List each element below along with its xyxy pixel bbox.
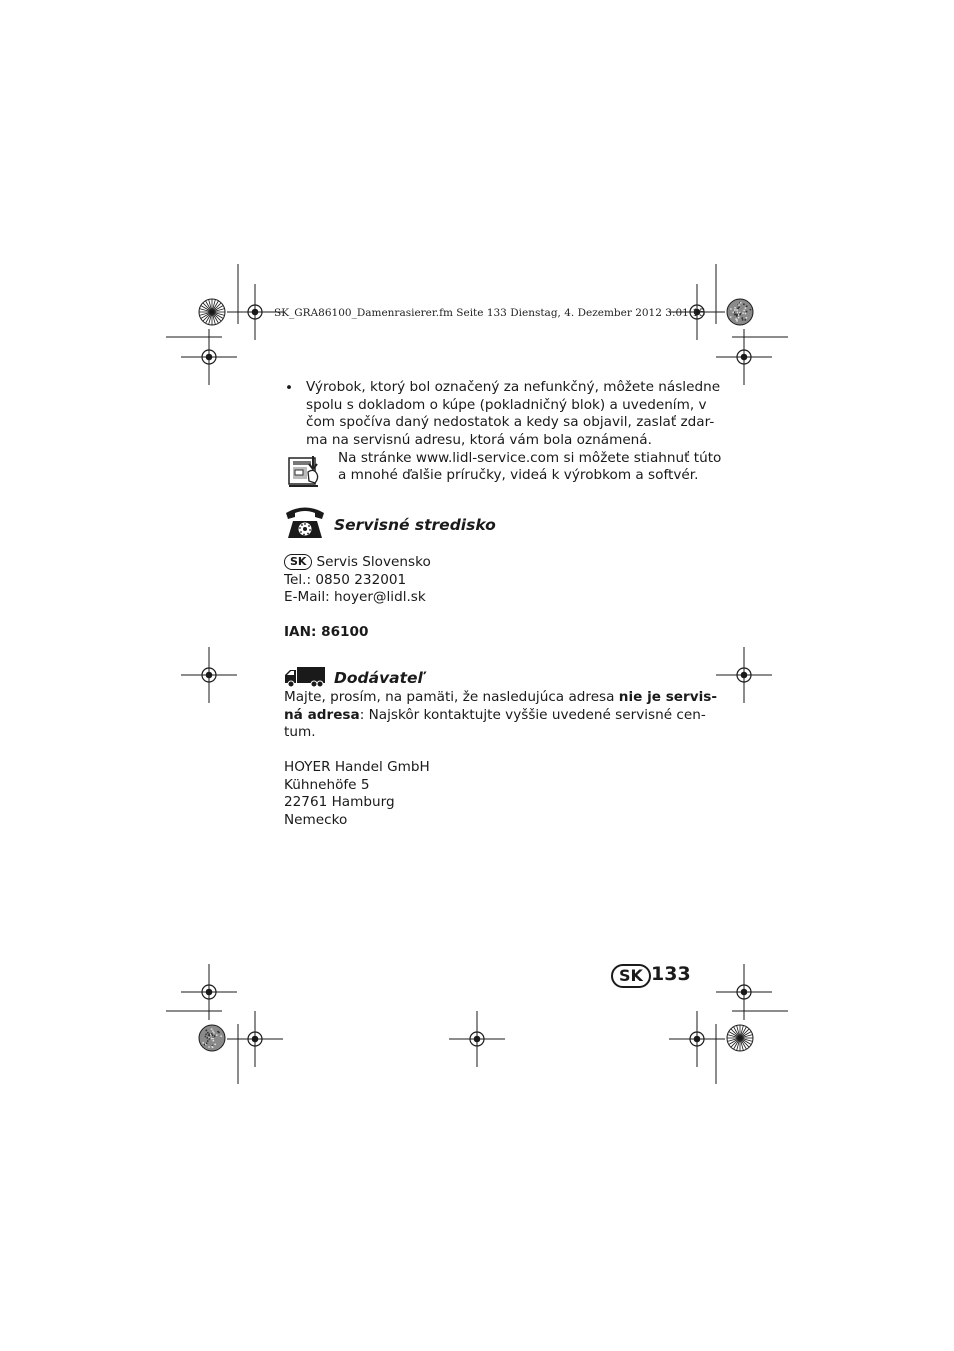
sunburst-color-wheel (727, 1025, 753, 1051)
registration-mark-center (741, 989, 748, 996)
ian-number: IAN: 86100 (284, 624, 369, 640)
supplier-heading: Dodávateľ (334, 669, 423, 687)
bullet-line-2: spolu s dokladom o kúpe (pokladničný blok) a uvedením, v (306, 397, 707, 413)
service-email: E-Mail: hoyer@lidl.sk (284, 589, 426, 605)
supplier-note-emphasis: nie je servis- (618, 689, 717, 705)
bullet-line-3: čom spočíva daný nedostatok a kedy sa objavil, zaslať zdar- (306, 414, 715, 430)
address-line-4: Nemecko (284, 812, 348, 828)
supplier-note-line-2 (284, 707, 706, 725)
registration-mark-center (741, 672, 748, 679)
registration-mark-center (741, 354, 748, 361)
delivery-truck-icon (284, 666, 326, 688)
telephone-icon (284, 504, 326, 540)
bullet-symbol: • (285, 380, 294, 396)
dotted-color-wheel (199, 1025, 225, 1051)
registration-mark-center (206, 354, 213, 361)
sunburst-color-wheel (199, 299, 225, 325)
address-line-3: 22761 Hamburg (284, 794, 395, 810)
download-note-line-2: a mnohé ďalšie príručky, videá k výrobkom a softvér. (338, 467, 699, 483)
registration-mark-center (206, 989, 213, 996)
service-name-line (284, 554, 431, 572)
supplier-note-text: Majte, prosím, na pamäti, že nasledujúca adresa (284, 689, 619, 705)
country-badge-sk: SK (284, 554, 312, 570)
service-tel: Tel.: 0850 232001 (284, 572, 407, 588)
service-heading: Servisné stredisko (334, 516, 496, 534)
supplier-note-emphasis-2: ná adresa (284, 707, 360, 723)
page-number: 133 (651, 963, 691, 985)
dotted-color-wheel (727, 299, 753, 325)
address-line-1: HOYER Handel GmbH (284, 759, 430, 775)
registration-mark-center (252, 1036, 259, 1043)
bullet-line-1: Výrobok, ktorý bol označený za nefunkčný, môžete následne (306, 379, 721, 395)
supplier-note-line-3: tum. (284, 724, 316, 740)
supplier-note-line-1 (284, 689, 717, 707)
download-note-line-1: Na stránke www.lidl-service.com si môžete stiahnuť túto (338, 450, 722, 466)
registration-mark-center (474, 1036, 481, 1043)
manual-download-icon (286, 452, 324, 488)
footer-country-badge: SK (611, 964, 651, 988)
registration-mark-center (206, 672, 213, 679)
file-info-header: SK_GRA86100_Damenrasierer.fm Seite 133 Dienstag, 4. Dezember 2012 3:01 15 (274, 307, 706, 319)
supplier-note-text-2: : Najskôr kontaktujte vyššie uvedené servisné cen- (359, 707, 706, 723)
registration-mark-center (694, 1036, 701, 1043)
service-name: Servis Slovensko (316, 554, 431, 570)
address-line-2: Kühnehöfe 5 (284, 777, 370, 793)
registration-mark-center (252, 309, 259, 316)
bullet-line-4: ma na servisnú adresu, ktorá vám bola oznámená. (306, 432, 652, 448)
